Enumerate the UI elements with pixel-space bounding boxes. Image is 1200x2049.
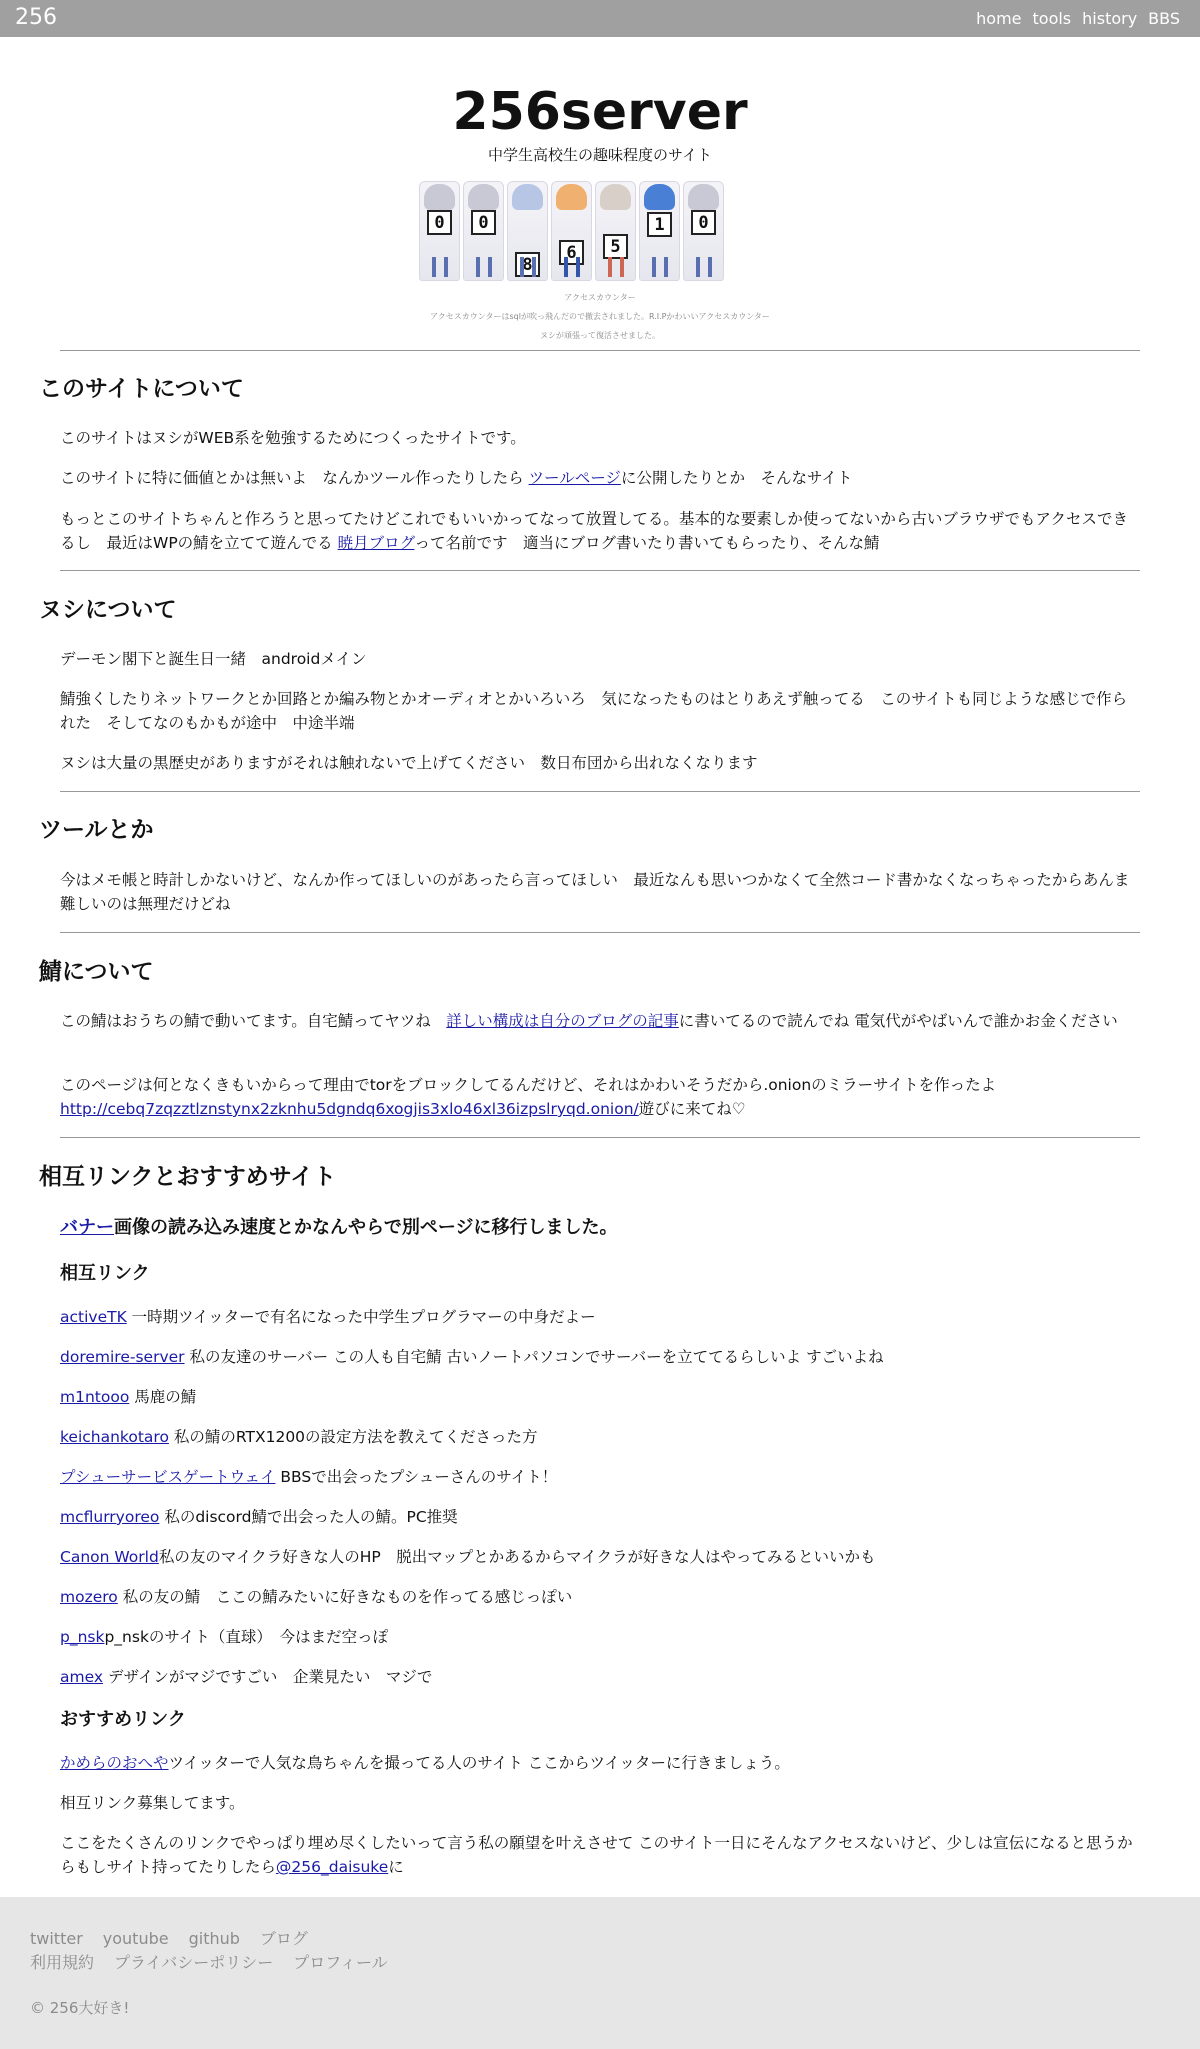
list-item: amex デザインがマジですごい 企業見たい マジで <box>60 1668 433 1686</box>
list-item: doremire-server 私の友達のサーバー この人も自宅鯖 古いノートパソコンでサーバーを立ててるらしいよ すごいよね <box>60 1348 884 1366</box>
mutual-link[interactable]: amex <box>60 1668 104 1686</box>
counter-digit: 5 <box>603 234 628 259</box>
counter-caption: アクセスカウンター <box>564 293 636 302</box>
divider <box>60 932 1140 933</box>
paragraph: デーモン閣下と誕生日一緒 androidメイン <box>60 650 367 668</box>
counter-character <box>419 181 460 281</box>
site-tagline: 中学生高校生の趣味程度のサイト <box>488 146 712 164</box>
counter-character <box>551 181 592 281</box>
counter-digit: 8 <box>515 252 540 277</box>
divider <box>60 570 1140 571</box>
list-item: Canon World私の友のマイクラ好きな人のHP 脱出マップとかあるからマイクラが好きな人はやってみるといいかも <box>60 1548 876 1566</box>
counter-character <box>595 181 636 281</box>
list-item: かめらのおへやツイッターで人気な鳥ちゃんを撮ってる人のサイト ここからツイッターに行きましょう。 <box>60 1754 790 1772</box>
paragraph: 鯖強くしたりネットワークとか回路とか編み物とかオーディオとかいろいろ 気になったものはとりあえず触ってる このサイトも同じような感じで作られた そしてなのもかもが途中 中途半端 <box>60 690 1128 732</box>
site-title: 256server <box>452 82 748 142</box>
mutual-link[interactable]: m1ntooo <box>60 1388 130 1406</box>
recommend-links-heading: おすすめリンク <box>60 1709 186 1730</box>
mutual-link[interactable]: p_nsk <box>60 1628 105 1646</box>
mutual-link[interactable]: mcflurryoreo <box>60 1508 160 1526</box>
recommend-link[interactable]: かめらのおへや <box>60 1754 169 1772</box>
section-server <box>39 957 1139 1118</box>
paragraph: このページは何となくきもいからって理由でtorをブロックしてるんだけど、それはかわいそうだから.onionのミラーサイトを作ったよ http://cebq7zqzztlznstynx2zknhu5dgndq6xogjis3xlo46xl36izpslryqd.onion/遊びに来てね♡ <box>60 1076 997 1118</box>
onion-mirror-link[interactable]: http://cebq7zqzztlznstynx2zknhu5dgndq6xogjis3xlo46xl36izpslryqd.onion/ <box>60 1100 639 1118</box>
paragraph: このサイトに特に価値とかは無いよ なんかツール作ったりしたら ツールページに公開したりとか そんなサイト <box>60 469 853 487</box>
nav-bbs[interactable]: BBS <box>1148 9 1180 28</box>
nav-history[interactable]: history <box>1082 9 1138 28</box>
top-nav <box>976 9 1180 29</box>
access-counter <box>419 181 729 281</box>
footer-twitter-link[interactable]: twitter <box>30 1929 83 1948</box>
counter-caption: ヌシが頑張って復活させました。 <box>540 331 660 340</box>
nav-home[interactable]: home <box>976 9 1022 28</box>
divider <box>60 791 1140 792</box>
paragraph: 今はメモ帳と時計しかないけど、なんか作ってほしいのがあったら言ってほしい 最近なんも思いつかなくて全然コード書かなくなっちゃったからあんま難しいのは無理だけどね <box>60 871 1130 913</box>
footer-blog-link[interactable]: ブログ <box>259 1929 308 1948</box>
mutual-link[interactable]: プシューサービスゲートウェイ <box>60 1468 276 1486</box>
counter-character <box>463 181 504 281</box>
counter-digit: 1 <box>647 212 672 237</box>
counter-character <box>507 181 548 281</box>
nav-tools[interactable]: tools <box>1032 9 1072 28</box>
twitter-handle-link[interactable]: @256_daisuke <box>275 1858 389 1876</box>
hero <box>0 37 1200 166</box>
footer <box>0 1897 1200 2049</box>
section-about-site <box>39 374 1139 552</box>
section-about-owner <box>39 595 1139 772</box>
footer-github-link[interactable]: github <box>188 1929 240 1948</box>
paragraph: 相互リンク募集してます。 <box>60 1794 245 1812</box>
paragraph: ヌシは大量の黒歴史がありますがそれは触れないで上げてください 数日布団から出れなくなります <box>60 754 758 772</box>
section-heading: ツールとか <box>39 817 154 843</box>
banner-link[interactable]: バナー <box>60 1217 114 1238</box>
counter-character <box>639 181 680 281</box>
mutual-link[interactable]: Canon World <box>60 1548 159 1566</box>
banner-notice: バナー画像の読み込み速度とかなんやらで別ページに移行しました。 <box>60 1217 618 1238</box>
blog-link[interactable]: 暁月ブログ <box>337 534 415 552</box>
section-heading: 鯖について <box>39 959 154 985</box>
counter-digit: 6 <box>559 240 584 265</box>
footer-profile-link[interactable]: プロフィール <box>293 1953 388 1972</box>
section-tools <box>39 815 1139 913</box>
paragraph: もっとこのサイトちゃんと作ろうと思ってたけどこれでもいいかってなって放置してる。基本的な要素しか使ってないから古いブラウザでもアクセスできるし 最近はWPの鯖を立てて遊んでる 暁月ブログって名前です 適当にブログ書いたり書いてもらったり、そんな鯖 <box>60 510 1128 552</box>
paragraph: このサイトはヌシがWEB系を勉強するためにつくったサイトです。 <box>60 429 526 447</box>
blog-article-link[interactable]: 詳しい構成は自分のブログの記事 <box>446 1012 679 1030</box>
brand-link[interactable]: 256 <box>15 5 57 30</box>
mutual-link[interactable]: doremire-server <box>60 1348 185 1366</box>
tools-page-link[interactable]: ツールページ <box>528 469 621 487</box>
section-links <box>39 1162 1139 1876</box>
paragraph: この鯖はおうちの鯖で動いてます。自宅鯖ってヤツね 詳しい構成は自分のブログの記事に書いてるので読んでね 電気代がやばいんで誰かお金ください <box>60 1012 1118 1030</box>
mutual-link[interactable]: keichankotaro <box>60 1428 169 1446</box>
counter-digit: 0 <box>471 210 496 235</box>
paragraph: ここをたくさんのリンクでやっぱり埋め尽くしたいって言う私の願望を叶えさせて このサイト一日にそんなアクセスないけど、少しは宣伝になると思うからもしサイト持ってたりしたら@256_daisukeに <box>60 1834 1133 1876</box>
footer-links-row <box>30 1952 388 1974</box>
section-heading: このサイトについて <box>39 376 244 402</box>
list-item: p_nskp_nskのサイト（直球） 今はまだ空っぽ <box>60 1628 389 1646</box>
list-item: keichankotaro 私の鯖のRTX1200の設定方法を教えてくださった方 <box>60 1428 538 1446</box>
mutual-link[interactable]: mozero <box>60 1588 118 1606</box>
footer-links-row <box>30 1928 308 1950</box>
list-item: mozero 私の友の鯖 ここの鯖みたいに好きなものを作ってる感じっぽい <box>60 1588 573 1606</box>
footer-terms-link[interactable]: 利用規約 <box>30 1953 95 1972</box>
divider <box>60 1137 1140 1138</box>
list-item: mcflurryoreo 私のdiscord鯖で出会った人の鯖。PC推奨 <box>60 1508 458 1526</box>
mutual-link[interactable]: activeTK <box>60 1308 127 1326</box>
footer-privacy-link[interactable]: プライバシーポリシー <box>114 1953 274 1972</box>
divider <box>60 350 1140 351</box>
list-item: プシューサービスゲートウェイ BBSで出会ったプシューさんのサイト！ <box>60 1468 558 1486</box>
footer-youtube-link[interactable]: youtube <box>102 1929 169 1948</box>
counter-digit: 0 <box>427 210 452 235</box>
section-heading: 相互リンクとおすすめサイト <box>39 1164 337 1190</box>
copyright: © 256大好き! <box>30 1999 130 2017</box>
top-navbar <box>0 0 1200 37</box>
list-item: m1ntooo 馬鹿の鯖 <box>60 1388 197 1406</box>
counter-caption: アクセスカウンターはsqlが吹っ飛んだので撤去されました。R.I.Pかわいいアクセスカウンター <box>430 312 770 321</box>
counter-digit: 0 <box>691 210 716 235</box>
counter-character <box>683 181 724 281</box>
mutual-links-heading: 相互リンク <box>60 1263 150 1284</box>
section-heading: ヌシについて <box>39 597 177 623</box>
list-item: activeTK 一時期ツイッターで有名になった中学生プログラマーの中身だよー <box>60 1308 596 1326</box>
